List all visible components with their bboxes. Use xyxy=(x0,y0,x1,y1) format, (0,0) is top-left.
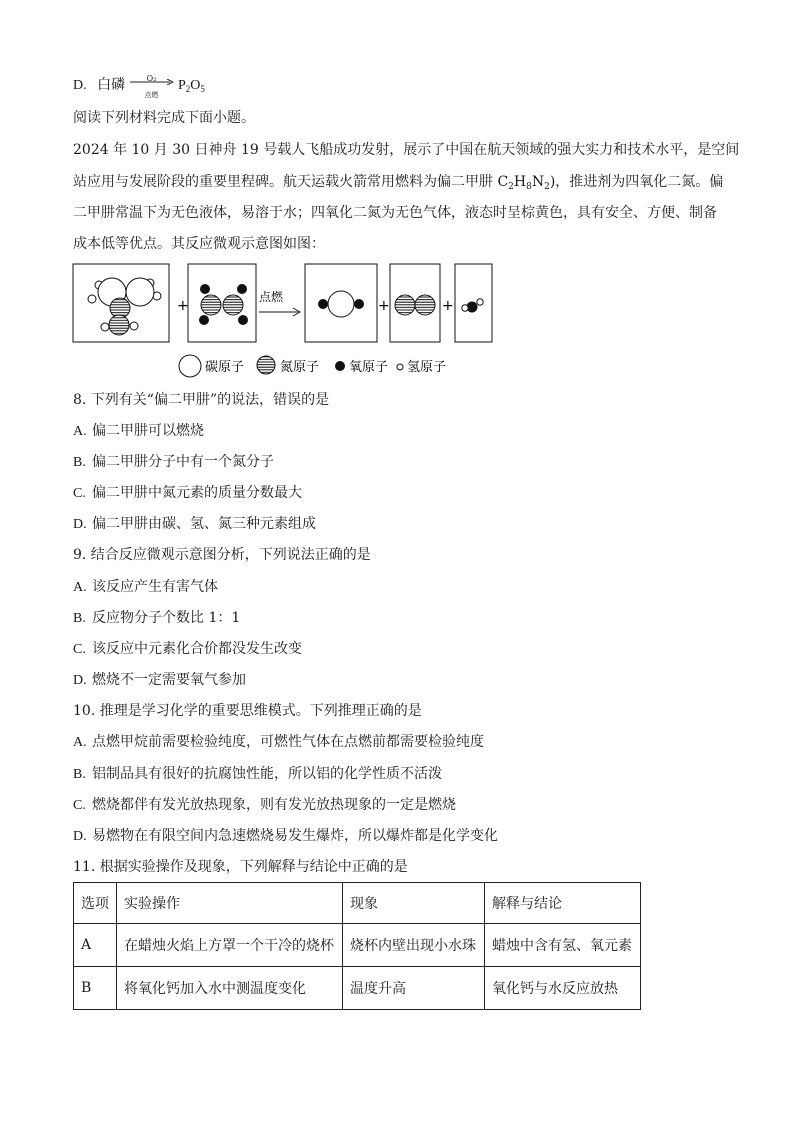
table-cell-option: A xyxy=(74,924,117,967)
diagram-arrow-icon xyxy=(259,308,300,316)
product-box-h2o xyxy=(455,264,492,342)
legend-carbon: 碳原子 xyxy=(205,360,245,375)
table-cell-conclusion: 氧化钙与水反应放热 xyxy=(485,967,641,1010)
product-box-n2 xyxy=(390,264,440,342)
table-header-row xyxy=(74,883,641,924)
option-text: 白磷 xyxy=(97,77,126,93)
reactant-box-1 xyxy=(73,264,169,342)
q8-option-c[interactable]: C. 偏二甲肼中氮元素的质量分数最大 xyxy=(73,485,302,501)
legend-oxygen: 氧原子 xyxy=(349,360,389,375)
option-label: D. xyxy=(73,78,87,93)
table-header-cell: 解释与结论 xyxy=(485,883,641,924)
q8-option-d[interactable]: D. 偏二甲肼由碳、氢、氮三种元素组成 xyxy=(73,516,316,532)
reaction-micro-diagram xyxy=(0,0,794,400)
experiment-table xyxy=(73,882,641,1010)
q9-option-a[interactable]: A. 该反应产生有害气体 xyxy=(73,579,218,595)
q10-option-b[interactable]: B. 铝制品具有很好的抗腐蚀性能，所以铝的化学性质不活泼 xyxy=(73,766,442,782)
table-cell-option: B xyxy=(74,967,117,1010)
q8-option-a[interactable]: A. 偏二甲肼可以燃烧 xyxy=(73,423,204,439)
material-line-1: 2024 年 10 月 30 日神舟 19 号载人飞船成功发射，展示了中国在航天领域的强大实力和技术水平，是空间 xyxy=(73,142,740,158)
diagram-condition: 点燃 xyxy=(259,290,284,304)
table-header-cell: 选项 xyxy=(74,883,117,924)
reactant-box-2 xyxy=(188,264,256,342)
material-line-4: 成本低等优点。其反应微观示意图如图： xyxy=(73,236,325,252)
material-line-2: 站应用与发展阶段的重要里程碑。航天运载火箭常用燃料为偏二甲肼 $C_2H_8N_2$)，推进剂为四氧化二氮。偏 xyxy=(73,174,724,192)
reading-intro: 阅读下列材料完成下面小题。 xyxy=(73,110,255,126)
table-header-cell: 实验操作 xyxy=(117,883,343,924)
material-line-3: 二甲肼常温下为无色液体，易溶于水；四氧化二氮为无色气体，液态时呈棕黄色，具有安全、方便、制备 xyxy=(73,205,717,221)
product-formula: $P_2O_5$ xyxy=(177,78,205,94)
diagram-legend xyxy=(179,355,446,377)
q9-option-c[interactable]: C. 该反应中元素化合价都没发生改变 xyxy=(73,641,302,657)
plus-sign: + xyxy=(378,298,390,314)
q10-option-a[interactable]: A. 点燃甲烷前需要检验纯度，可燃性气体在点燃前都需要检验纯度 xyxy=(73,734,484,750)
table-cell-phenomenon: 烧杯内壁出现小水珠 xyxy=(343,924,485,967)
table-cell-operation: 将氧化钙加入水中测温度变化 xyxy=(117,967,343,1010)
question-9-stem: 9. 结合反应微观示意图分析，下列说法正确的是 xyxy=(73,547,371,563)
arrow-condition-bottom: 点燃 xyxy=(144,91,159,99)
q9-option-b[interactable]: B. 反应物分子个数比 1：1 xyxy=(73,610,241,626)
q10-option-d[interactable]: D. 易燃物在有限空间内急速燃烧易发生爆炸，所以爆炸都是化学变化 xyxy=(73,828,498,844)
q10-option-c[interactable]: C. 燃烧都伴有发光放热现象，则有发光放热现象的一定是燃烧 xyxy=(73,797,456,813)
plus-sign: + xyxy=(442,298,454,314)
arrow-condition-top: O₂ xyxy=(146,74,157,83)
legend-hydrogen: 氢原子 xyxy=(407,360,447,375)
q9-option-d[interactable]: D. 燃烧不一定需要氧气参加 xyxy=(73,672,246,688)
table-header-cell: 现象 xyxy=(343,883,485,924)
question-10-stem: 10. 推理是学习化学的重要思维模式。下列推理正确的是 xyxy=(73,703,422,719)
plus-sign: + xyxy=(177,298,189,314)
table-cell-conclusion: 蜡烛中含有氢、氧元素 xyxy=(485,924,641,967)
table-row[interactable] xyxy=(74,924,641,967)
table-cell-phenomenon: 温度升高 xyxy=(343,967,485,1010)
table-row[interactable] xyxy=(74,967,641,1010)
question-11-stem: 11. 根据实验操作及现象，下列解释与结论中正确的是 xyxy=(73,859,408,875)
table-cell-operation: 在蜡烛火焰上方罩一个干冷的烧杯 xyxy=(117,924,343,967)
q8-option-b[interactable]: B. 偏二甲肼分子中有一个氮分子 xyxy=(73,454,274,470)
product-box-co2 xyxy=(305,264,377,342)
legend-nitrogen: 氮原子 xyxy=(280,360,320,375)
question-8-stem: 8. 下列有关“偏二甲肼”的说法，错误的是 xyxy=(73,392,330,408)
